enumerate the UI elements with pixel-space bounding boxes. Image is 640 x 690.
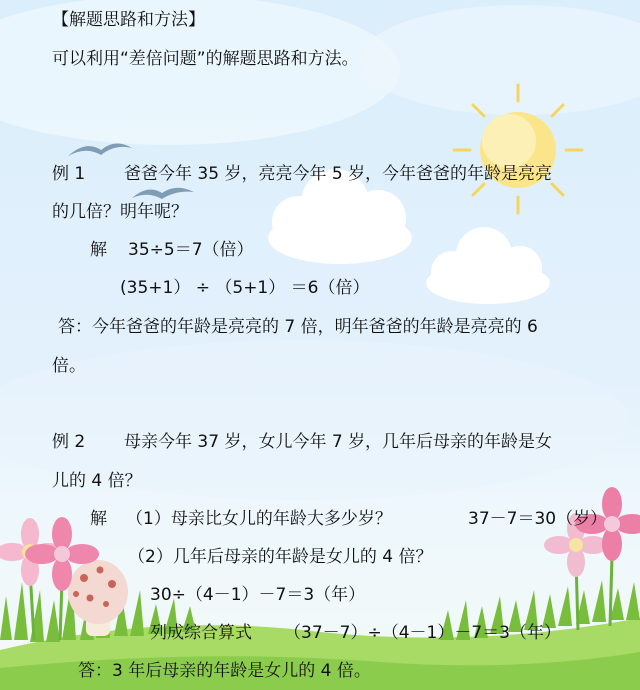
example2-sub2: （2）几年后母亲的年龄是女儿的 4 倍？ [128, 547, 433, 567]
example1-step2: (35+1） ÷ （5+1） ＝6（倍） [120, 278, 370, 298]
bird-icon [132, 188, 194, 199]
example2-combined-label: 列成综合算式 [150, 623, 252, 643]
example1-question-line1: 爸爸今年 35 岁，亮亮今年 5 岁，今年爸爸的年龄是亮亮 [124, 164, 553, 184]
intro-text: 可以利用“差倍问题”的解题思路和方法。 [52, 49, 359, 69]
example1-answer-line2: 倍。 [52, 356, 86, 376]
example1-label: 例 1 [52, 164, 86, 184]
example1-question-line2: 的几倍？明年呢？ [52, 202, 188, 222]
example2-sub2-calc: 30÷（4－1）－7＝3（年） [150, 585, 366, 605]
example1-solution-label: 解 [90, 240, 107, 260]
example1-step1: 35÷5＝7（倍） [128, 240, 254, 260]
example2-question-line2: 儿的 4 倍？ [52, 471, 142, 491]
example2-sub1-calc: 37－7＝30（岁） [468, 509, 608, 529]
cloud-icon [426, 227, 550, 304]
example2-sub1: （1）母亲比女儿的年龄大多少岁？ [126, 509, 392, 529]
example2-combined-calc: （37－7）÷（4－1）－7＝3（年） [284, 623, 561, 643]
example2-solution-label: 解 [90, 509, 107, 529]
section-heading: 【解题思路和方法】 [52, 10, 205, 30]
example2-label: 例 2 [52, 432, 86, 452]
bird-icon [68, 143, 132, 156]
example1-answer-line1: 答：今年爸爸的年龄是亮亮的 7 倍，明年爸爸的年龄是亮亮的 6 [58, 317, 538, 337]
example2-answer: 答：3 年后母亲的年龄是女儿的 4 倍。 [78, 661, 371, 681]
example2-question-line1: 母亲今年 37 岁，女儿今年 7 岁，几年后母亲的年龄是女 [124, 432, 553, 452]
